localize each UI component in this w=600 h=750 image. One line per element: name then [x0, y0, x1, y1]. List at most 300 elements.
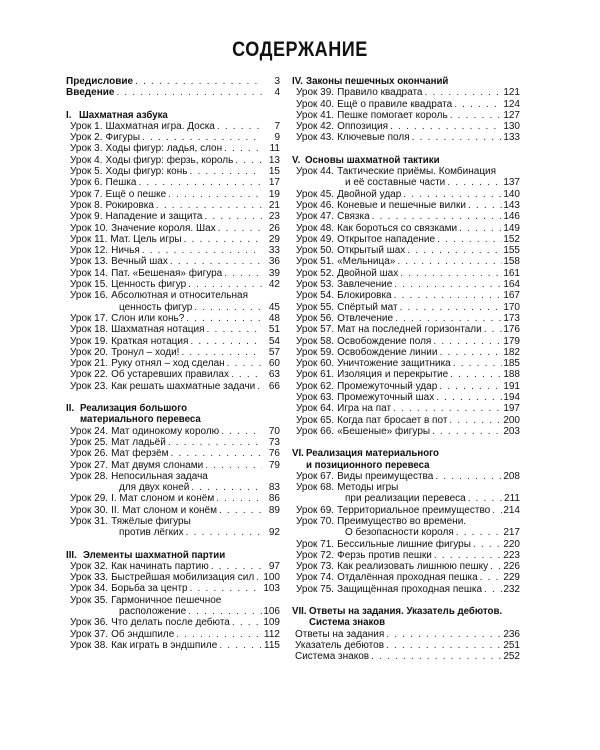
- toc-entry[interactable]: [292, 99, 520, 110]
- page-number: 191: [503, 380, 520, 392]
- lesson-number: Урок 57.: [296, 324, 335, 336]
- page-number: 89: [268, 504, 280, 516]
- lesson-number: Урок 44.: [296, 166, 335, 178]
- toc-entry[interactable]: [292, 482, 520, 493]
- page-number: 152: [503, 233, 520, 245]
- entry-title: Отвлечение: [337, 312, 394, 324]
- page-number: 158: [503, 256, 520, 268]
- entry-title: Борьба за центр: [111, 583, 188, 595]
- toc-entry[interactable]: [292, 189, 520, 200]
- section-title: Законы пешечных окончаний: [306, 76, 449, 87]
- page-number: 17: [268, 177, 280, 189]
- entry-title: Территориальное преимущество: [337, 504, 491, 516]
- toc-entry[interactable]: [66, 595, 280, 606]
- lesson-number: Урок 39.: [296, 87, 335, 99]
- dot-leader: [140, 245, 262, 256]
- toc-entry[interactable]: [66, 336, 280, 347]
- page-number: 143: [503, 199, 520, 211]
- section-title-cont: материального перевеса: [80, 414, 201, 426]
- toc-entry[interactable]: [66, 358, 280, 369]
- entry-title: Вечный шах: [111, 256, 168, 268]
- page-number: 13: [268, 154, 280, 166]
- page-number: 220: [503, 538, 520, 550]
- page-number: 185: [503, 358, 520, 370]
- toc-entry[interactable]: [66, 223, 280, 234]
- dot-leader: [454, 527, 502, 538]
- lesson-number: Урок 54.: [296, 290, 335, 302]
- lesson-number: Урок 35.: [70, 594, 109, 606]
- toc-entry[interactable]: [66, 629, 280, 640]
- page-number: 42: [268, 279, 280, 291]
- entry-title: Оппозиция: [337, 121, 389, 133]
- toc-entry[interactable]: [66, 426, 280, 437]
- dot-leader: [392, 290, 502, 301]
- entry-title: Открытое нападение: [337, 233, 436, 245]
- section-number: III.: [66, 549, 77, 561]
- toc-entry[interactable]: [292, 223, 520, 234]
- page-number: 232: [503, 583, 520, 595]
- page-number: 203: [503, 425, 520, 437]
- section-heading[interactable]: [292, 76, 520, 87]
- entry-title: «Мельница»: [337, 256, 396, 268]
- page-number: 86: [268, 493, 280, 505]
- page-number: 217: [503, 527, 520, 539]
- page-number: 236: [503, 628, 520, 640]
- toc-entry[interactable]: [292, 392, 520, 403]
- entry-title: Блокировка: [337, 290, 392, 302]
- lesson-number: Урок 1.: [70, 120, 103, 132]
- entry-title: «Бешеные» фигуры: [337, 425, 431, 437]
- toc-entry[interactable]: [292, 256, 520, 267]
- toc-entry[interactable]: [66, 482, 280, 493]
- entry-title: Гармоничное пешечное: [111, 594, 222, 606]
- entry-title: Уничтожение защитника: [337, 358, 451, 370]
- page-number: 83: [268, 482, 280, 494]
- toc-entry[interactable]: [66, 448, 280, 459]
- entry-title: Бессильные лишние фигуры: [337, 538, 471, 550]
- lesson-number: Урок 27.: [70, 459, 109, 471]
- toc-right-column: [292, 76, 520, 663]
- toc-entry[interactable]: [66, 132, 280, 143]
- toc-entry[interactable]: [292, 290, 520, 301]
- entry-title: Ещё о правиле квадрата: [337, 98, 453, 110]
- page-number: 29: [268, 233, 280, 245]
- entry-title: Мат. Цель игры: [110, 233, 182, 245]
- entry-title: при реализации перевеса: [345, 493, 466, 505]
- lesson-number: Урок 65.: [296, 414, 335, 426]
- entry-title: Нападение и защита: [105, 211, 203, 223]
- toc-entry[interactable]: [66, 245, 280, 256]
- dot-leader: [169, 448, 263, 459]
- lesson-number: Урок 26.: [70, 448, 109, 460]
- toc-entry[interactable]: [66, 143, 280, 154]
- toc-entry[interactable]: [66, 121, 280, 132]
- lesson-number: Урок 33.: [70, 572, 109, 584]
- dot-leader: [166, 189, 262, 200]
- toc-entry[interactable]: [66, 617, 280, 628]
- page-number: 39: [268, 267, 280, 279]
- dot-leader: [393, 313, 502, 324]
- dot-leader: [482, 324, 502, 335]
- page-number: 208: [503, 470, 520, 482]
- page-number: 106: [263, 606, 280, 618]
- lesson-number: Урок 72.: [296, 549, 335, 561]
- toc-entry[interactable]: [292, 629, 520, 640]
- toc-entry[interactable]: [292, 302, 520, 313]
- page-number: 149: [503, 222, 520, 234]
- toc-entry[interactable]: [292, 369, 520, 380]
- page-number: 121: [503, 87, 520, 99]
- toc-entry[interactable]: [292, 110, 520, 121]
- entry-title: Как бороться со связками: [337, 222, 458, 234]
- page-number: 176: [503, 324, 520, 336]
- lesson-number: Урок 14.: [70, 267, 109, 279]
- dot-leader: [230, 617, 262, 628]
- page-number: 137: [503, 177, 520, 189]
- page-number: 76: [268, 448, 280, 460]
- lesson-number: Урок 6.: [70, 177, 103, 189]
- toc-entry[interactable]: [66, 572, 280, 583]
- lesson-number: Урок 50.: [296, 245, 335, 257]
- dot-leader: [222, 268, 262, 279]
- dot-leader: [405, 245, 502, 256]
- entry-title: Как играть в эндшпиле: [111, 639, 218, 651]
- toc-entry[interactable]: [292, 336, 520, 347]
- lesson-number: Урок 74.: [296, 572, 335, 584]
- toc-entry[interactable]: [292, 572, 520, 583]
- lesson-number: Урок 42.: [296, 121, 335, 133]
- dot-leader: [219, 426, 262, 437]
- page-number: 214: [503, 504, 520, 516]
- entry-title: Связка: [337, 211, 370, 223]
- page-number: 252: [503, 651, 520, 663]
- lesson-number: Урок 21.: [70, 358, 109, 370]
- entry-title: Что делать после дебюта: [111, 617, 230, 629]
- toc-entry[interactable]: [66, 505, 280, 516]
- dot-leader: [203, 460, 262, 471]
- entry-title: Ходы фигур: ладья, слон: [105, 143, 223, 155]
- toc-entry[interactable]: [292, 211, 520, 222]
- toc-entry[interactable]: [66, 177, 280, 188]
- page-number: 170: [503, 301, 520, 313]
- lesson-number: Урок 36.: [70, 617, 109, 629]
- entry-title: Пешке помогает король: [337, 109, 448, 121]
- dot-leader: [447, 415, 502, 426]
- toc-entry[interactable]: [66, 256, 280, 267]
- page-number: 179: [503, 335, 520, 347]
- toc-entry[interactable]: [66, 313, 280, 324]
- toc-entry[interactable]: [66, 211, 280, 222]
- toc-entry[interactable]: [66, 606, 280, 617]
- dot-leader: [398, 268, 502, 279]
- page-number: 130: [503, 121, 520, 133]
- dot-leader: [166, 437, 262, 448]
- entry-title: Двойной удар: [337, 188, 402, 200]
- lesson-number: Урок 9.: [70, 211, 103, 223]
- dot-leader: [186, 279, 262, 290]
- toc-entry[interactable]: [66, 324, 280, 335]
- dot-leader: [401, 189, 502, 200]
- toc-entry[interactable]: [66, 347, 280, 358]
- dot-leader: [179, 347, 262, 358]
- lesson-number: Урок 23.: [70, 380, 109, 392]
- page-number: 124: [503, 98, 520, 110]
- entry-title: Пешка: [105, 177, 137, 189]
- dot-leader: [457, 223, 502, 234]
- dot-leader: [215, 121, 262, 132]
- dot-leader: [182, 234, 262, 245]
- dot-leader: [410, 132, 502, 143]
- entry-title: Предисловие: [66, 76, 134, 87]
- toc-entry[interactable]: [66, 369, 280, 380]
- page-number: 54: [268, 335, 280, 347]
- spacer: [292, 437, 520, 448]
- toc-entry[interactable]: [66, 155, 280, 166]
- entry-title: Тяжёлые фигуры: [111, 515, 191, 527]
- page-number: 57: [268, 346, 280, 358]
- lesson-number: Урок 13.: [70, 256, 109, 268]
- section-title-cont: Система знаков: [309, 617, 386, 629]
- page-number: 155: [503, 245, 520, 257]
- dot-leader: [433, 471, 502, 482]
- page-number: 133: [503, 132, 520, 144]
- toc-entry[interactable]: [292, 313, 520, 324]
- lesson-number: Урок 41.: [296, 109, 335, 121]
- lesson-number: Урок 8.: [70, 199, 103, 211]
- toc-entry[interactable]: [66, 437, 280, 448]
- section-heading[interactable]: [292, 606, 520, 617]
- entry-title: Указатель дебютов: [295, 639, 385, 651]
- dot-leader: [140, 132, 262, 143]
- toc-entry[interactable]: [292, 527, 520, 538]
- section-heading[interactable]: [292, 448, 520, 459]
- lesson-number: Урок 64.: [296, 403, 335, 415]
- page-number: 11: [269, 143, 280, 155]
- section-heading[interactable]: [292, 155, 520, 166]
- lesson-number: Урок 7.: [70, 188, 103, 200]
- entry-title: Ключевые поля: [337, 132, 410, 144]
- lesson-number: Урок 12.: [70, 245, 109, 257]
- entry-title: Защищённая проходная пешка: [337, 583, 483, 595]
- lesson-number: Урок 62.: [296, 380, 335, 392]
- page-number: 251: [503, 639, 520, 651]
- dot-leader: [434, 392, 502, 403]
- entry-title: Промежуточный шах: [337, 392, 435, 404]
- toc-entry[interactable]: [66, 640, 280, 651]
- toc-entry[interactable]: [66, 234, 280, 245]
- lesson-number: Урок 28.: [70, 470, 109, 482]
- lesson-number: Урок 45.: [296, 188, 335, 200]
- page-number: 226: [503, 561, 520, 573]
- toc-entry[interactable]: [66, 200, 280, 211]
- dot-leader: [435, 234, 502, 245]
- section-title: Шахматная азбука: [79, 109, 168, 121]
- toc-entry[interactable]: [292, 651, 520, 662]
- entry-title: и её составные части: [345, 177, 446, 189]
- entry-title: Коневые и пешечные вилки: [337, 199, 466, 211]
- entry-title: Ценность фигур: [111, 279, 187, 291]
- page-number: 7: [274, 120, 280, 132]
- dot-leader: [209, 561, 262, 572]
- toc-entry[interactable]: [66, 527, 280, 538]
- toc-entry[interactable]: [292, 245, 520, 256]
- entry-title: Изоляция и перекрытие: [337, 369, 449, 381]
- dot-leader: [384, 629, 502, 640]
- toc-entry[interactable]: [292, 347, 520, 358]
- toc-entry[interactable]: [292, 584, 520, 595]
- toc-entry[interactable]: [292, 471, 520, 482]
- lesson-number: Урок 71.: [296, 538, 335, 550]
- entry-title: Ответы на задания: [295, 628, 385, 640]
- dot-leader: [205, 324, 262, 335]
- dot-leader: [437, 381, 502, 392]
- section-heading-cont: [66, 414, 280, 425]
- dot-leader: [217, 640, 262, 651]
- page-number: 63: [268, 369, 280, 381]
- section-number-spacer: [292, 617, 309, 628]
- page-number: 15: [268, 166, 280, 178]
- toc-entry[interactable]: [292, 403, 520, 414]
- toc-entry[interactable]: [66, 290, 280, 301]
- dot-leader: [225, 358, 262, 369]
- lesson-number: Урок 66.: [296, 425, 335, 437]
- page-number: 164: [503, 279, 520, 291]
- toc-entry[interactable]: [292, 381, 520, 392]
- lesson-number: Урок 16.: [70, 290, 109, 302]
- toc-entry[interactable]: [292, 561, 520, 572]
- spacer: [66, 99, 280, 110]
- lesson-number: Урок 40.: [296, 98, 335, 110]
- lesson-number: Урок 75.: [296, 583, 335, 595]
- entry-title: Игра на пат: [337, 403, 392, 415]
- toc-entry[interactable]: [292, 324, 520, 335]
- toc-entry[interactable]: [292, 200, 520, 211]
- entry-title: Введение: [66, 87, 115, 99]
- section-heading[interactable]: [66, 550, 280, 561]
- toc-entry[interactable]: [292, 415, 520, 426]
- toc-entry[interactable]: [66, 516, 280, 527]
- lesson-number: Урок 53.: [296, 279, 335, 291]
- dot-leader: [398, 302, 502, 313]
- dot-leader: [174, 629, 262, 640]
- entry-title: Ещё о пешке: [105, 188, 167, 200]
- toc-entry[interactable]: [66, 279, 280, 290]
- dot-leader: [229, 369, 262, 380]
- entry-title: Мат одинокому королю: [111, 425, 220, 437]
- dot-leader: [184, 527, 262, 538]
- toc-entry[interactable]: [66, 76, 280, 87]
- toc-entry[interactable]: [66, 268, 280, 279]
- entry-title: Руку отнял – ход сделан: [111, 358, 225, 370]
- lesson-number: Урок 58.: [296, 335, 335, 347]
- entry-title: Шахматная игра. Доска: [105, 120, 215, 132]
- section-number: I.: [66, 109, 72, 121]
- toc-entry[interactable]: [292, 87, 520, 98]
- dot-leader: [222, 143, 262, 154]
- lesson-number: Урок 32.: [70, 560, 109, 572]
- toc-entry[interactable]: [292, 279, 520, 290]
- entry-title: Двойной шах: [337, 267, 399, 279]
- section-number: V.: [292, 154, 301, 166]
- page-number: 200: [503, 414, 520, 426]
- page-number: 66: [268, 380, 280, 392]
- entry-title: Виды преимущества: [337, 470, 434, 482]
- toc-entry[interactable]: [292, 426, 520, 437]
- dot-leader: [391, 403, 502, 414]
- entry-title: расположение: [119, 606, 187, 618]
- section-title: Реализация материального: [306, 448, 439, 460]
- entry-title: Мат на последней горизонтали: [337, 324, 482, 336]
- lesson-number: Урок 70.: [296, 515, 335, 527]
- lesson-number: Урок 49.: [296, 233, 335, 245]
- spacer: [292, 144, 520, 155]
- lesson-number: Урок 60.: [296, 358, 335, 370]
- toc-entry[interactable]: [66, 471, 280, 482]
- toc-entry[interactable]: [292, 539, 520, 550]
- toc-entry[interactable]: [292, 493, 520, 504]
- toc-entry[interactable]: [66, 189, 280, 200]
- lesson-number: Урок 25.: [70, 436, 109, 448]
- toc-entry[interactable]: [292, 358, 520, 369]
- toc-entry[interactable]: [292, 516, 520, 527]
- entry-title: Мат ферзём: [111, 448, 169, 460]
- toc-entry[interactable]: [66, 493, 280, 504]
- page-number: 73: [268, 436, 280, 448]
- toc-entry[interactable]: [66, 166, 280, 177]
- dot-leader: [431, 336, 502, 347]
- lesson-number: Урок 11.: [70, 233, 108, 245]
- toc-entry[interactable]: [292, 177, 520, 188]
- toc-entry[interactable]: [66, 381, 280, 392]
- entry-title: Об устаревших правилах: [111, 369, 229, 381]
- entry-title: Тактические приёмы. Комбинация: [337, 166, 497, 178]
- toc-entry[interactable]: [66, 583, 280, 594]
- toc-entry[interactable]: [292, 640, 520, 651]
- toc-entry[interactable]: [292, 234, 520, 245]
- toc-entry[interactable]: [292, 166, 520, 177]
- section-title: Основы шахматной тактики: [305, 154, 440, 166]
- toc-entry[interactable]: [66, 302, 280, 313]
- dot-leader: [370, 211, 502, 222]
- page-number: 146: [503, 211, 520, 223]
- toc-entry[interactable]: [66, 87, 280, 98]
- page-number: 92: [268, 527, 280, 539]
- spacer: [66, 539, 280, 550]
- toc-entry[interactable]: [292, 505, 520, 516]
- entry-title: II. Мат слоном и конём: [111, 504, 217, 516]
- section-number-spacer: [292, 460, 306, 471]
- toc-entry[interactable]: [66, 460, 280, 471]
- toc-entry[interactable]: [292, 268, 520, 279]
- toc-entry[interactable]: [292, 121, 520, 132]
- section-heading[interactable]: [66, 110, 280, 121]
- spacer: [292, 595, 520, 606]
- entry-title: Тронул – ходи!: [111, 346, 180, 358]
- lesson-number: Урок 15.: [70, 279, 109, 291]
- entry-title: Спёртый мат: [337, 301, 398, 313]
- section-heading[interactable]: [66, 403, 280, 414]
- toc-entry[interactable]: [292, 132, 520, 143]
- lesson-number: Урок 56.: [296, 312, 335, 324]
- dot-leader: [488, 561, 502, 572]
- page-number: 182: [503, 346, 520, 358]
- lesson-number: Урок 48.: [296, 222, 335, 234]
- lesson-number: Урок 34.: [70, 583, 109, 595]
- dot-leader: [490, 505, 502, 516]
- toc-entry[interactable]: [66, 561, 280, 572]
- toc-entry[interactable]: [292, 550, 520, 561]
- page-number: 26: [268, 222, 280, 234]
